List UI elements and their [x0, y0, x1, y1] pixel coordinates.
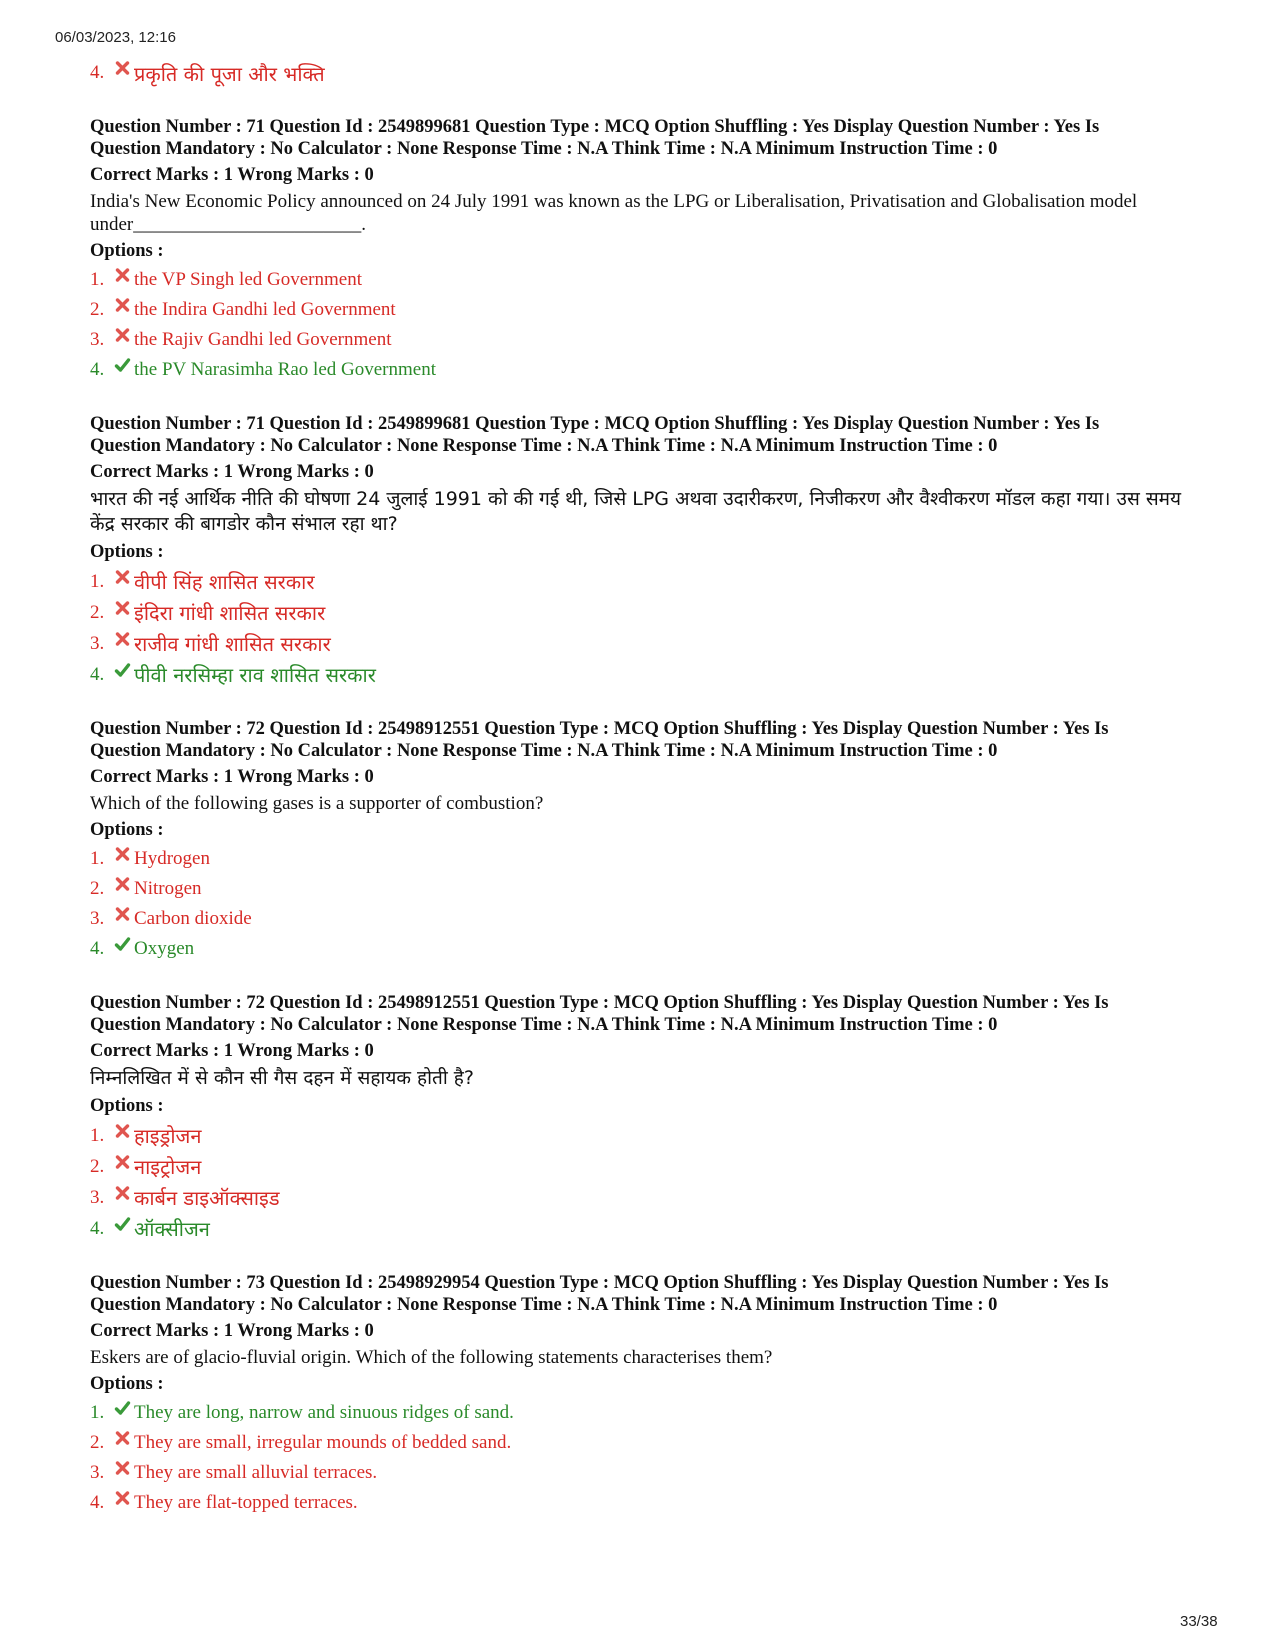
question-meta-line: Question Number : 72 Question Id : 25498912551 Question Type : MCQ Option Shuffling : Yes Display Question Number : Yes Is: [90, 993, 1109, 1013]
option-item: [90, 934, 1200, 964]
option-text: इंदिरा गांधी शासित सरकार: [134, 601, 326, 625]
question-meta-line: Question Mandatory : No Calculator : None Response Time : N.A Think Time : N.A Minimum Instruction Time : 0: [90, 139, 998, 159]
options-label: Options :: [90, 542, 164, 562]
question-meta-line: Question Mandatory : No Calculator : None Response Time : N.A Think Time : N.A Minimum Instruction Time : 0: [90, 741, 998, 761]
option-text: राजीव गांधी शासित सरकार: [134, 632, 331, 656]
options-label: Options :: [90, 820, 164, 840]
option-item: [90, 874, 1200, 904]
question-marks: Correct Marks : 1 Wrong Marks : 0: [90, 165, 374, 185]
question-marks: Correct Marks : 1 Wrong Marks : 0: [90, 1321, 374, 1341]
option-number: 1.: [90, 570, 105, 592]
option-item: [90, 1182, 1200, 1213]
option-item: [90, 1151, 1200, 1182]
option-item: [90, 659, 1200, 690]
option-item: [90, 1120, 1200, 1151]
cross-icon: [112, 327, 133, 343]
check-icon: [112, 936, 133, 952]
question-meta: [90, 718, 1200, 762]
question-marks: Correct Marks : 1 Wrong Marks : 0: [90, 767, 374, 787]
cross-icon: [112, 1185, 133, 1201]
options-label: Options :: [90, 241, 164, 261]
cross-icon: [112, 267, 133, 283]
option-text: कार्बन डाइऑक्साइड: [134, 1186, 280, 1210]
question-meta-line: Question Number : 71 Question Id : 2549899681 Question Type : MCQ Option Shuffling : Yes Display Question Number : Yes Is: [90, 414, 1100, 434]
option-number: 2.: [90, 1155, 105, 1177]
option-number: 4.: [90, 663, 105, 685]
option-text: पीवी नरसिम्हा राव शासित सरकार: [134, 663, 376, 687]
question-marks: Correct Marks : 1 Wrong Marks : 0: [90, 462, 374, 482]
page-number: 33/38: [1180, 1613, 1218, 1630]
option-text: They are small alluvial terraces.: [134, 1462, 378, 1483]
question-text: Eskers are of glacio-fluvial origin. Which of the following statements characterises them?: [90, 1347, 773, 1368]
question-meta: [90, 413, 1200, 457]
cross-icon: [112, 1154, 133, 1170]
option-number: 4.: [90, 938, 105, 959]
option-text: वीपी सिंह शासित सरकार: [134, 570, 315, 594]
option-item: [90, 566, 1200, 597]
cross-icon: [112, 569, 133, 585]
option-text: They are long, narrow and sinuous ridges of sand.: [134, 1402, 514, 1423]
cross-icon: [112, 846, 133, 862]
option-number: 4.: [90, 1492, 105, 1513]
carryover-option: [90, 58, 1200, 88]
option-number: 4.: [90, 62, 105, 83]
cross-icon: [112, 876, 133, 892]
options-label: Options :: [90, 1374, 164, 1394]
cross-icon: [112, 1123, 133, 1139]
question-text: निम्नलिखित में से कौन सी गैस दहन में सहायक होती है?: [90, 1067, 474, 1089]
cross-icon: [112, 906, 133, 922]
option-text: the Indira Gandhi led Government: [134, 299, 396, 320]
option-text: प्रकृति की पूजा और भक्ति: [134, 61, 325, 86]
option-item: [90, 844, 1200, 874]
option-number: 4.: [90, 359, 105, 380]
cross-icon: [112, 1490, 133, 1506]
option-item: [90, 325, 1200, 355]
option-number: 4.: [90, 1217, 105, 1239]
option-item: [90, 295, 1200, 325]
option-number: 2.: [90, 601, 105, 623]
check-icon: [112, 357, 133, 373]
question-block: [90, 1272, 1200, 1518]
option-number: 1.: [90, 1402, 105, 1423]
question-meta: [90, 1272, 1200, 1316]
option-item: [90, 265, 1200, 295]
options-label: Options :: [90, 1096, 164, 1116]
question-meta-line: Question Mandatory : No Calculator : None Response Time : N.A Think Time : N.A Minimum Instruction Time : 0: [90, 436, 998, 456]
option-item: [90, 597, 1200, 628]
question-meta: [90, 992, 1200, 1036]
question-block: [90, 992, 1200, 1244]
cross-icon: [112, 631, 133, 647]
option-number: 1.: [90, 269, 105, 290]
option-number: 2.: [90, 1432, 105, 1453]
option-item: [90, 628, 1200, 659]
option-number: 3.: [90, 329, 105, 350]
question-meta: [90, 116, 1200, 160]
question-text: Which of the following gases is a supporter of combustion?: [90, 793, 544, 814]
option-number: 1.: [90, 1124, 105, 1146]
option-text: Hydrogen: [134, 848, 210, 869]
option-item: [90, 1488, 1200, 1518]
option-text: हाइड्रोजन: [134, 1124, 202, 1148]
option-item: [90, 904, 1200, 934]
question-meta-line: Question Number : 72 Question Id : 25498912551 Question Type : MCQ Option Shuffling : Yes Display Question Number : Yes Is: [90, 719, 1109, 739]
option-text: the Rajiv Gandhi led Government: [134, 329, 392, 350]
option-number: 2.: [90, 299, 105, 320]
check-icon: [112, 1216, 133, 1232]
option-text: नाइट्रोजन: [134, 1155, 202, 1179]
option-text: Nitrogen: [134, 878, 202, 899]
option-item: [90, 1428, 1200, 1458]
question-paper: [90, 58, 1200, 1518]
question-meta-line: Question Mandatory : No Calculator : None Response Time : N.A Think Time : N.A Minimum Instruction Time : 0: [90, 1295, 998, 1315]
cross-icon: [112, 60, 133, 76]
cross-icon: [112, 1460, 133, 1476]
option-item: [90, 1398, 1200, 1428]
print-datetime: 06/03/2023, 12:16: [55, 29, 176, 46]
option-number: 3.: [90, 1462, 105, 1483]
option-item: [90, 1213, 1200, 1244]
option-text: ऑक्सीजन: [134, 1217, 210, 1241]
option-item: [90, 355, 1200, 385]
option-number: 2.: [90, 878, 105, 899]
cross-icon: [112, 600, 133, 616]
question-block: [90, 116, 1200, 385]
question-meta-line: Question Number : 73 Question Id : 25498929954 Question Type : MCQ Option Shuffling : Yes Display Question Number : Yes Is: [90, 1273, 1109, 1293]
check-icon: [112, 662, 133, 678]
option-text: They are small, irregular mounds of bedded sand.: [134, 1432, 512, 1453]
option-text: the VP Singh led Government: [134, 269, 362, 290]
question-block: [90, 413, 1200, 690]
option-text: They are flat-topped terraces.: [134, 1492, 358, 1513]
cross-icon: [112, 1430, 133, 1446]
question-text: India's New Economic Policy announced on 24 July 1991 was known as the LPG or Liberalisation, Privatisation and Globalisation model under________________________.: [90, 191, 1138, 235]
option-number: 3.: [90, 908, 105, 929]
question-meta-line: Question Number : 71 Question Id : 2549899681 Question Type : MCQ Option Shuffling : Yes Display Question Number : Yes Is: [90, 117, 1100, 137]
question-meta-line: Question Mandatory : No Calculator : None Response Time : N.A Think Time : N.A Minimum Instruction Time : 0: [90, 1015, 998, 1035]
cross-icon: [112, 297, 133, 313]
option-text: Oxygen: [134, 938, 195, 959]
option-number: 3.: [90, 632, 105, 654]
option-text: the PV Narasimha Rao led Government: [134, 359, 436, 380]
question-block: [90, 718, 1200, 964]
question-marks: Correct Marks : 1 Wrong Marks : 0: [90, 1041, 374, 1061]
check-icon: [112, 1400, 133, 1416]
option-number: 1.: [90, 848, 105, 869]
option-text: Carbon dioxide: [134, 908, 252, 929]
option-number: 3.: [90, 1186, 105, 1208]
question-text: भारत की नई आर्थिक नीति की घोषणा 24 जुलाई 1991 को की गई थी, जिसे LPG अथवा उदारीकरण, निजीकरण और वैश्वीकरण मॉडल कहा गया। उस समय केंद्र सरकार की बागडोर कौन संभाल रहा था?: [90, 488, 1182, 535]
option-item: [90, 1458, 1200, 1488]
